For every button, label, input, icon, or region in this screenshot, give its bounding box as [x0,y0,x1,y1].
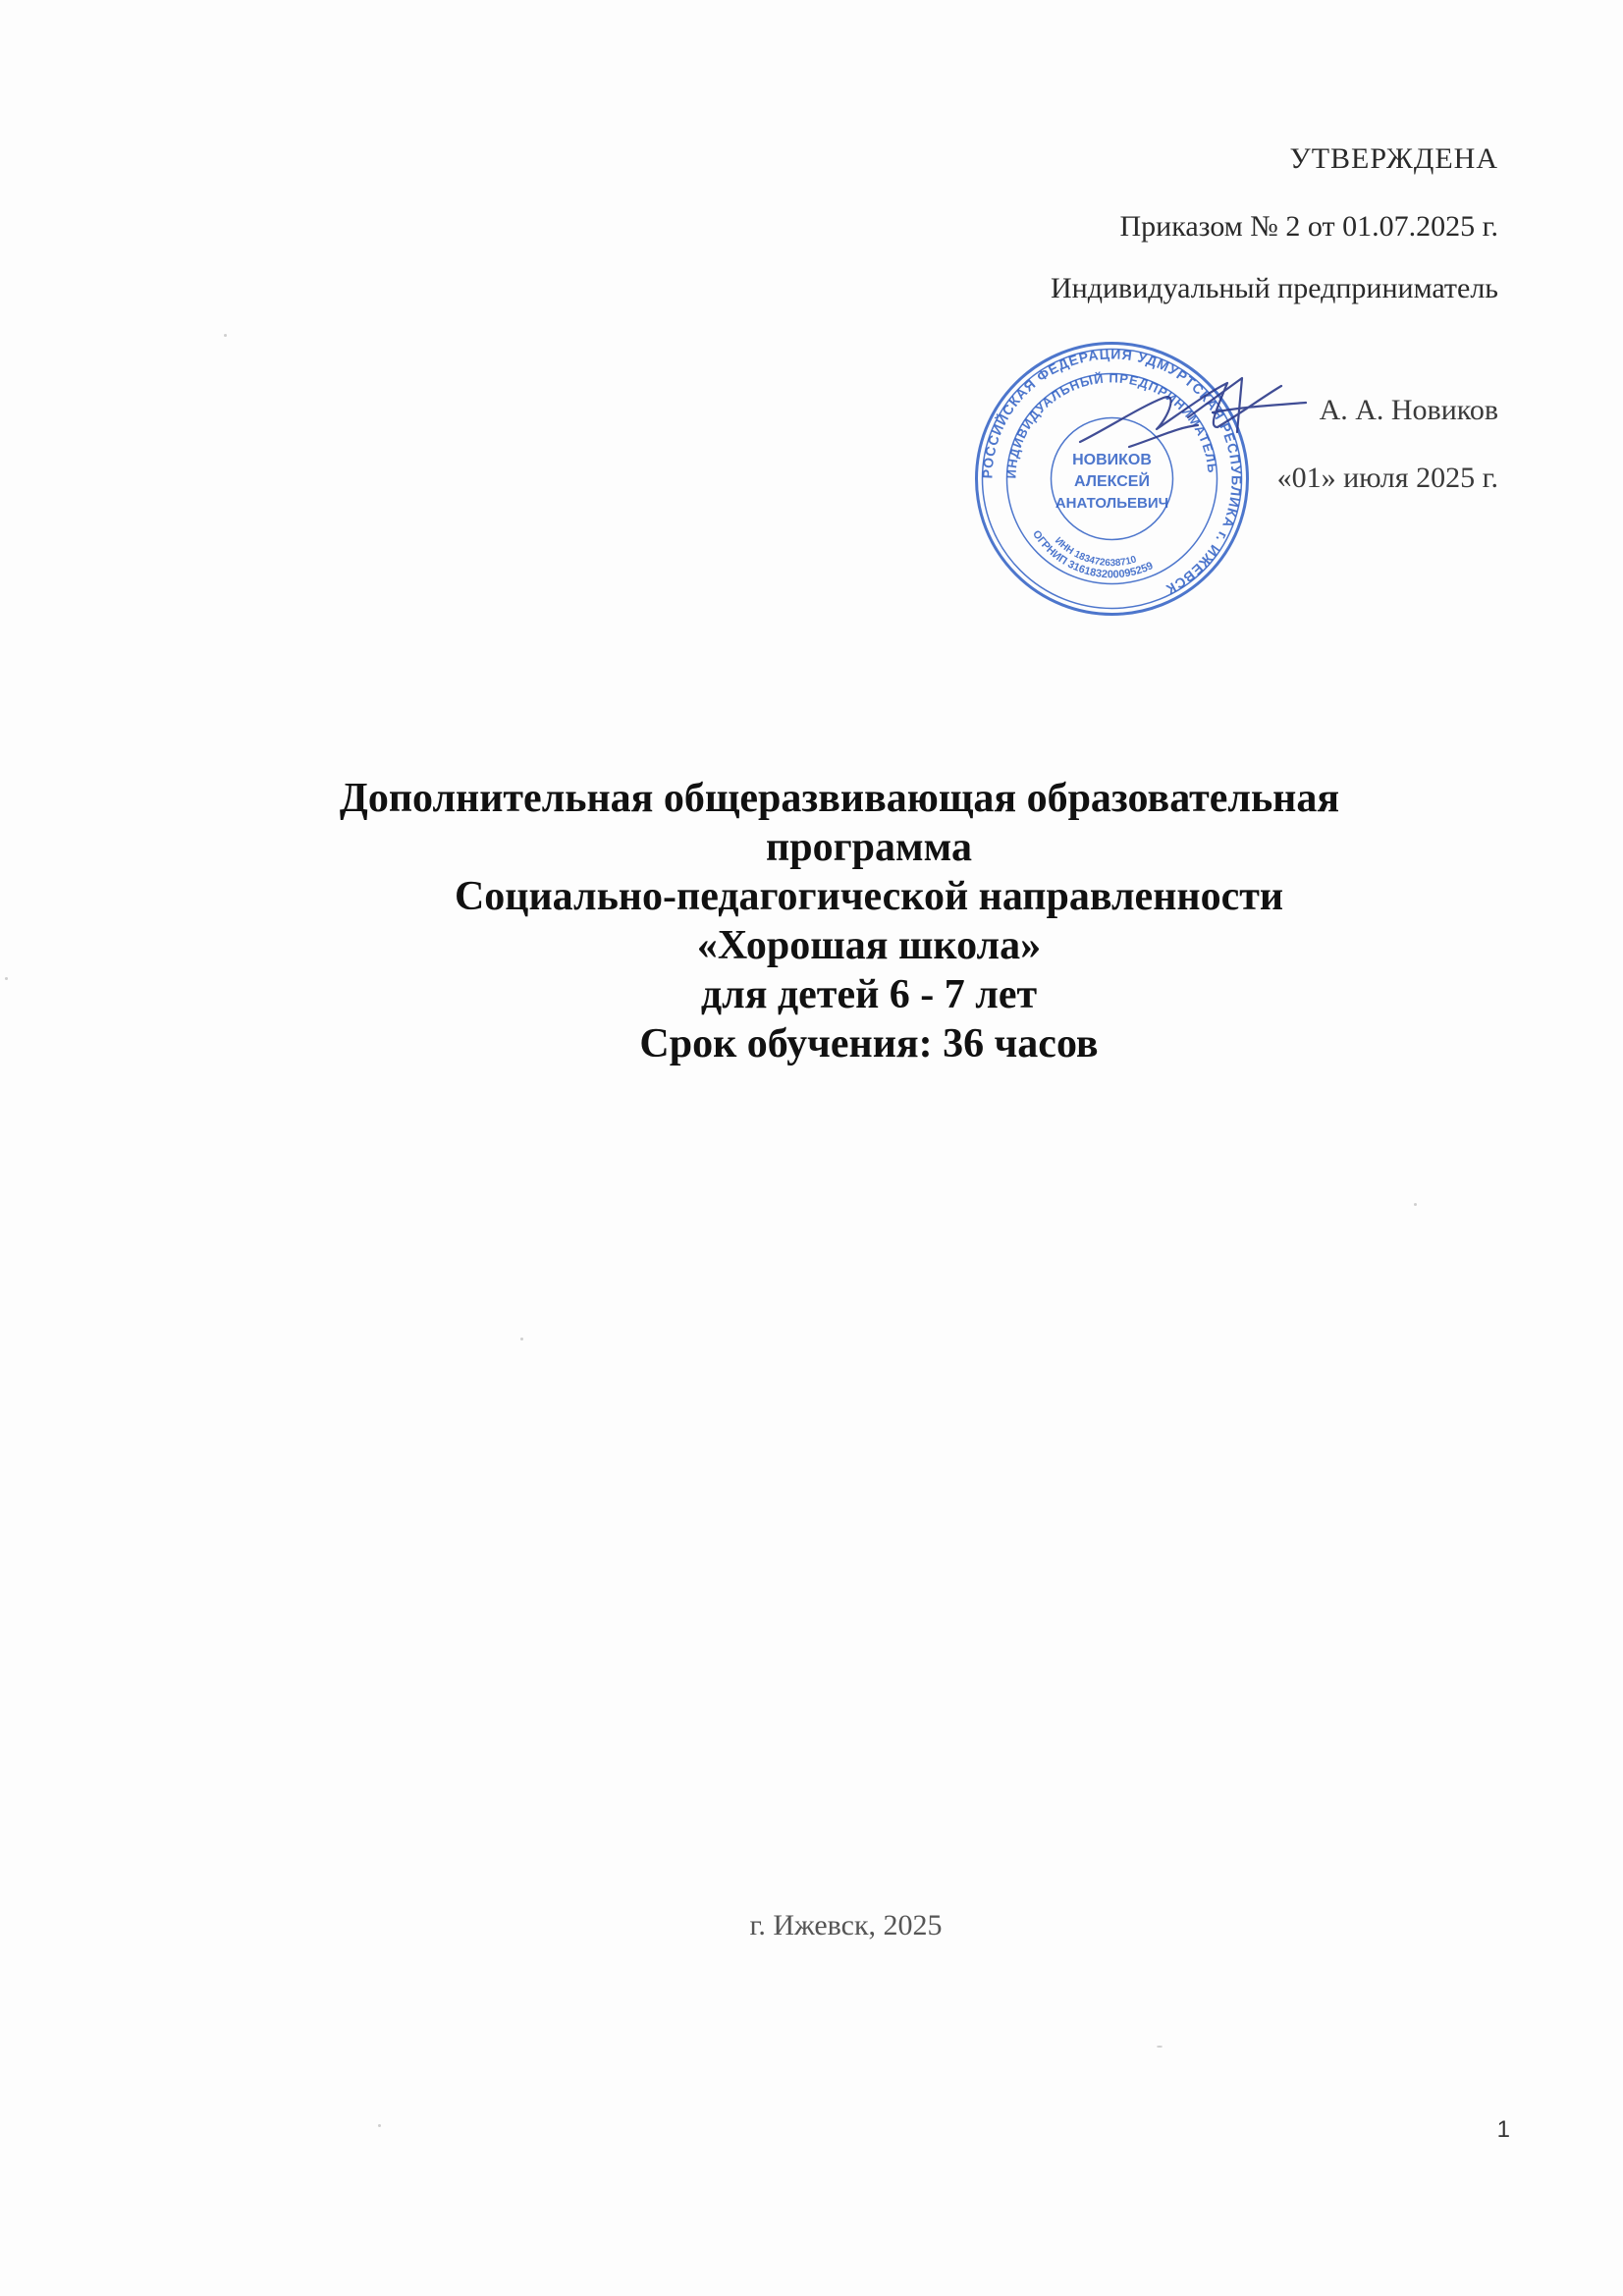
program-direction: Социально-педагогической направленности [454,874,1284,919]
scan-speck [224,334,227,337]
program-age: для детей 6 - 7 лет [700,972,1038,1017]
stamp-inner-text: ИНДИВИДУАЛЬНЫЙ ПРЕДПРИНИМАТЕЛЬ [1003,370,1220,479]
approval-date: «01» июля 2025 г. [1276,462,1498,494]
approval-order: Приказом № 2 от 01.07.2025 г. [1119,210,1498,243]
approval-entrepreneur: Индивидуальный предприниматель [1051,272,1498,304]
scan-speck [378,2124,381,2127]
scan-speck [1157,2046,1163,2048]
stamp-center-line1: НОВИКОВ [1072,452,1152,468]
stamp-outer-text: РОССИЙСКАЯ ФЕДЕРАЦИЯ УДМУРТСКАЯ РЕСПУБЛИКА г. ИЖЕВСК [979,346,1245,598]
scan-speck [1414,1203,1417,1206]
city-year: г. Ижевск, 2025 [749,1909,943,1941]
approval-title: УТВЕРЖДЕНА [1289,142,1498,175]
handwritten-signature [1070,358,1316,466]
stamp-ogrnip: ОГРНИП 316183200095259 [1030,528,1156,581]
scan-speck [5,977,8,980]
scan-speck [520,1338,523,1340]
program-duration: Срок обучения: 36 часов [639,1021,1099,1066]
program-title-line2: программа [766,825,972,870]
program-title-line1: Дополнительная общеразвивающая образовательная [339,776,1340,821]
stamp-inn: ИНН 183472638710 [1053,535,1138,570]
program-title [118,774,1620,1068]
page-number: 1 [1496,2116,1510,2143]
program-name: «Хорошая школа» [696,923,1042,968]
stamp-center-line2: АЛЕКСЕЙ [1074,473,1150,490]
stamp-center-line3: АНАТОЛЬЕВИЧ [1055,495,1169,512]
approval-signer: А. А. Новиков [1319,394,1498,426]
